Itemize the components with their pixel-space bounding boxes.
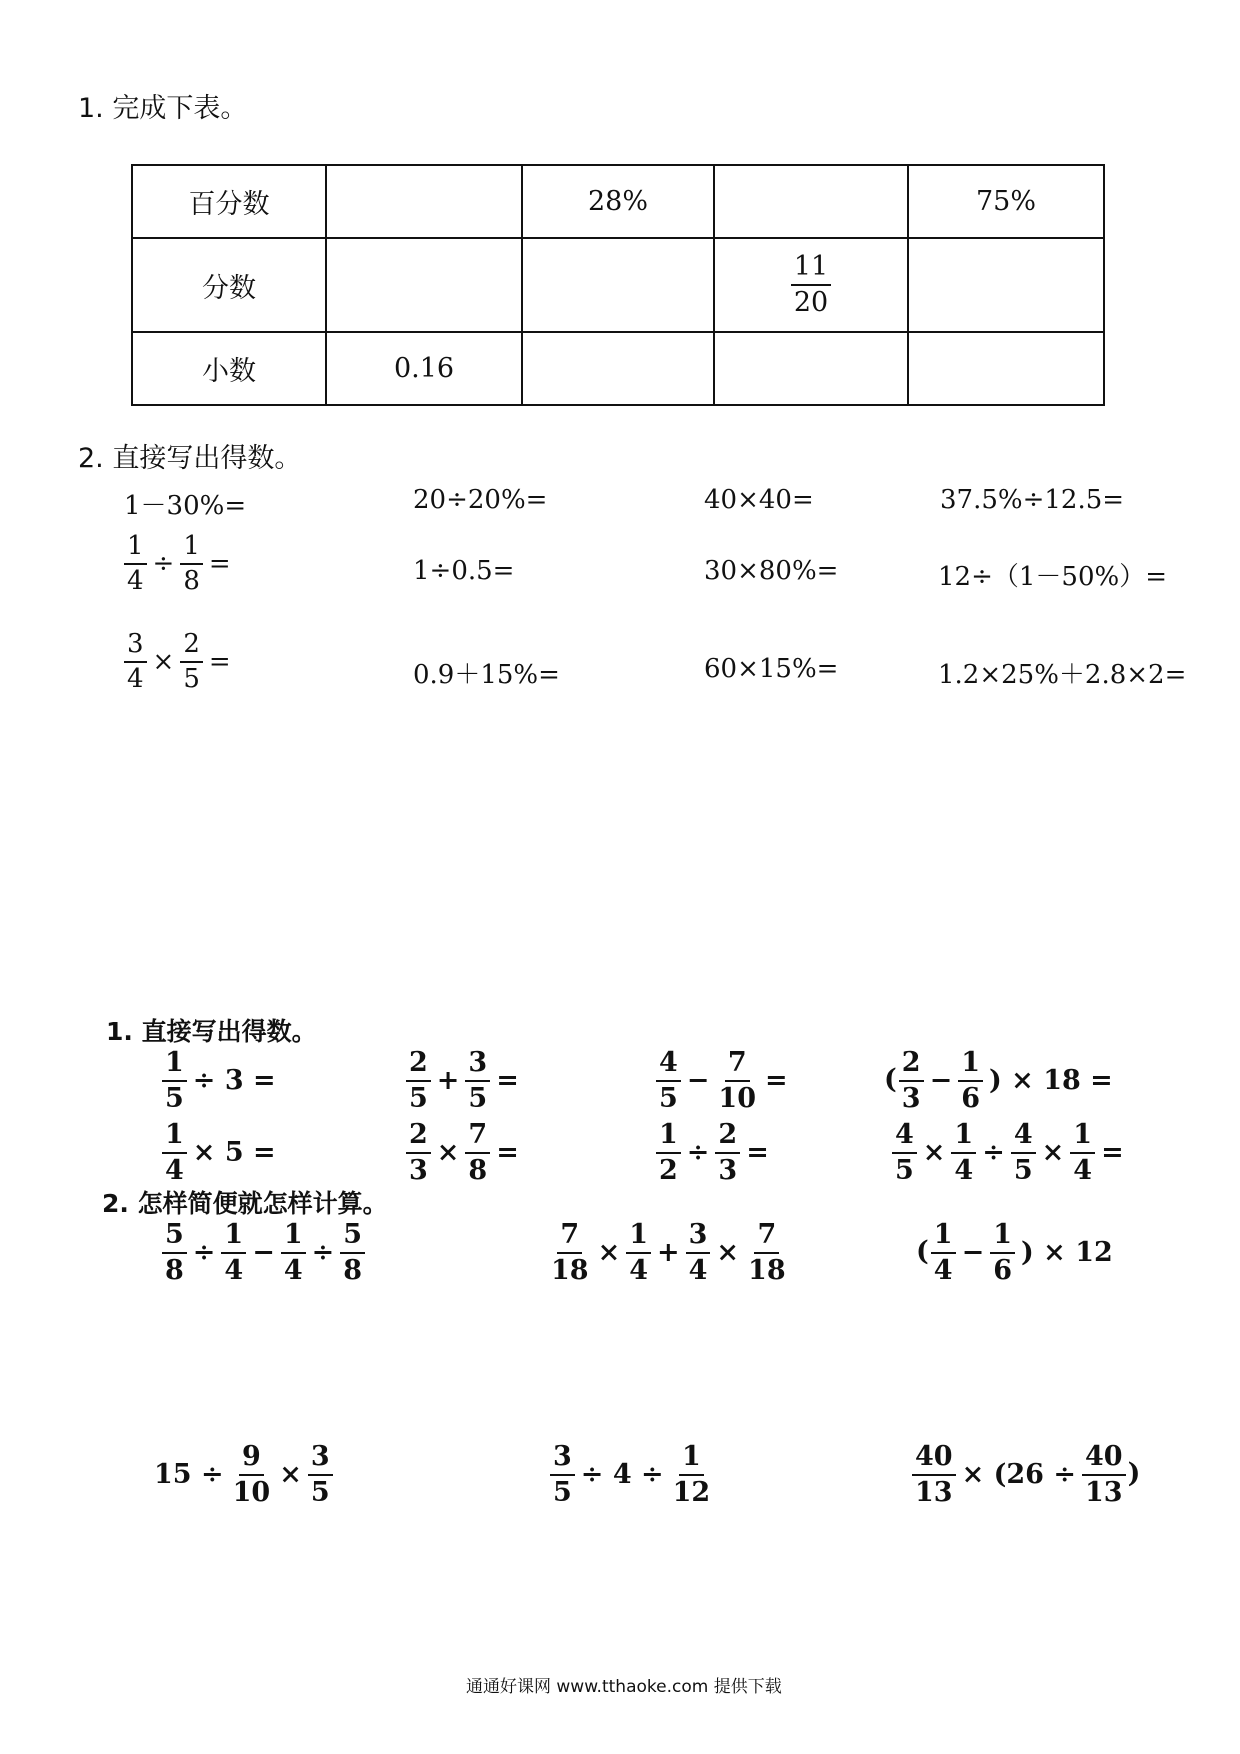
- denominator: 2: [659, 1154, 678, 1186]
- denominator: 18: [551, 1254, 589, 1286]
- numerator: 1: [679, 1442, 704, 1476]
- denominator: 4: [629, 1254, 648, 1286]
- numerator: 7: [754, 1220, 779, 1254]
- fraction: [162, 1120, 187, 1185]
- cell-decimal-1: 0.16: [393, 353, 455, 384]
- operator: ÷: [982, 1137, 1005, 1169]
- row-label-decimal: 小数: [202, 356, 256, 387]
- denominator: 13: [1084, 1476, 1123, 1508]
- denominator: 18: [748, 1254, 786, 1286]
- fraction: [221, 1220, 246, 1285]
- denominator: 3: [409, 1154, 428, 1186]
- operator: +: [657, 1237, 680, 1269]
- fraction: [715, 1048, 759, 1113]
- fraction: [931, 1220, 956, 1285]
- expr-tail: ) × 18 =: [989, 1065, 1113, 1097]
- expr-tail: × 5 =: [192, 1137, 276, 1169]
- operator: ×: [279, 1459, 302, 1491]
- denominator: 4: [1073, 1154, 1093, 1186]
- denominator: 3: [901, 1082, 921, 1114]
- operator: ×: [436, 1137, 460, 1169]
- numerator: 4: [656, 1048, 681, 1082]
- operator: −: [961, 1237, 985, 1269]
- expr-r1c4: 37.5%÷12.5=: [940, 485, 1125, 515]
- fraction-denominator: 20: [793, 287, 829, 318]
- numerator: 5: [162, 1220, 187, 1254]
- denominator: 5: [468, 1082, 488, 1114]
- denominator: 4: [165, 1154, 184, 1186]
- equals: =: [1101, 1137, 1124, 1169]
- numerator: 3: [308, 1442, 333, 1476]
- expr2-c1: [160, 1220, 367, 1285]
- equals: =: [746, 1137, 769, 1169]
- numerator: 4: [892, 1120, 917, 1154]
- expr-r2c4: 12÷（1－50%）=: [938, 562, 1167, 592]
- expr2-c3: [916, 1220, 1117, 1285]
- open-paren: (: [916, 1236, 929, 1268]
- expr-middle: ÷ 4 ÷: [580, 1459, 664, 1491]
- operator: ÷: [152, 548, 175, 579]
- row-label-percent: 百分数: [188, 189, 270, 220]
- fraction: [548, 1220, 592, 1285]
- fraction: [670, 1442, 714, 1507]
- numerator: 1: [180, 532, 203, 565]
- numerator: 7: [725, 1048, 750, 1082]
- numerator: 9: [239, 1442, 264, 1476]
- fraction-numerator: 11: [791, 252, 831, 286]
- equals: =: [496, 1137, 519, 1169]
- equals: =: [208, 548, 231, 579]
- fraction: [745, 1220, 789, 1285]
- fraction: [1082, 1442, 1126, 1507]
- expr-r3c1: [122, 630, 235, 693]
- numerator: 1: [162, 1048, 187, 1082]
- numerator: 1: [124, 532, 147, 565]
- expr-r2c3: 30×80%=: [704, 556, 839, 586]
- fraction: [465, 1120, 490, 1185]
- denominator: 10: [232, 1476, 271, 1508]
- close-paren: ): [1127, 1458, 1141, 1490]
- footer-credit: 通通好课网 www.tthaoke.com 提供下载: [466, 1677, 782, 1697]
- numerator: 1: [931, 1220, 956, 1254]
- fraction: [465, 1048, 490, 1113]
- expr2-b1: [160, 1120, 280, 1185]
- operator: ÷: [192, 1237, 216, 1269]
- fraction: [406, 1048, 431, 1113]
- fraction: [230, 1442, 274, 1507]
- denominator: 5: [553, 1476, 572, 1508]
- denominator: 4: [688, 1254, 708, 1286]
- denominator: 3: [718, 1154, 738, 1186]
- numerator: 1: [990, 1220, 1015, 1254]
- open-paren: (: [884, 1064, 897, 1096]
- denominator: 5: [409, 1082, 428, 1114]
- numerator: 2: [180, 630, 203, 663]
- fraction: [958, 1048, 983, 1113]
- fraction-11-20: [791, 252, 831, 317]
- numerator: 3: [550, 1442, 575, 1476]
- expr2-c2: [546, 1220, 791, 1285]
- numerator: 40: [1082, 1442, 1126, 1476]
- fraction: [124, 532, 147, 595]
- operator: −: [686, 1065, 710, 1097]
- fraction: [180, 630, 203, 693]
- expr2-b2: [404, 1120, 523, 1185]
- numerator: 40: [912, 1442, 956, 1476]
- fraction: [281, 1220, 306, 1285]
- expr-middle: × (26 ÷: [961, 1459, 1076, 1491]
- denominator: 5: [895, 1154, 914, 1186]
- expr-r1c2: 20÷20%=: [413, 485, 548, 515]
- numerator: 5: [340, 1220, 365, 1254]
- cell-fraction-3: [714, 238, 908, 332]
- fraction: [308, 1442, 333, 1507]
- numerator: 3: [686, 1220, 711, 1254]
- fraction: [892, 1120, 917, 1185]
- operator: ÷: [311, 1237, 335, 1269]
- expr-r2c2: 1÷0.5=: [413, 556, 515, 586]
- expr-tail: ÷ 3 =: [192, 1065, 276, 1097]
- fraction: [180, 532, 203, 595]
- operator: ×: [922, 1137, 946, 1169]
- numerator: 2: [406, 1120, 431, 1154]
- fraction: [656, 1048, 681, 1113]
- operator: −: [929, 1065, 953, 1097]
- equals: =: [765, 1065, 788, 1097]
- denominator: 5: [310, 1476, 330, 1508]
- fraction: [656, 1120, 681, 1185]
- numerator: 1: [626, 1220, 651, 1254]
- numerator: 1: [951, 1120, 976, 1154]
- operator: −: [252, 1237, 275, 1269]
- denominator: 8: [468, 1154, 488, 1186]
- numerator: 1: [958, 1048, 983, 1082]
- cell-percent-1: [326, 165, 522, 238]
- denominator: 4: [954, 1154, 974, 1186]
- equals: =: [496, 1065, 519, 1097]
- expr2-d1: [150, 1442, 335, 1507]
- expr-r3c2: 0.9＋15%=: [413, 660, 560, 690]
- fraction: [686, 1220, 711, 1285]
- row-label-fraction: 分数: [202, 272, 256, 304]
- denominator: 12: [672, 1476, 711, 1508]
- part1-q2-title: 2. 直接写出得数。: [78, 443, 302, 474]
- expr-head: 15 ÷: [154, 1459, 224, 1491]
- expr-r1c1: 1－30%=: [124, 491, 247, 521]
- fraction: [912, 1442, 956, 1507]
- denominator: 5: [183, 663, 200, 694]
- fraction: [626, 1220, 651, 1285]
- denominator: 4: [283, 1254, 303, 1286]
- expr2-d3: [910, 1442, 1140, 1507]
- operator: +: [436, 1065, 460, 1097]
- fraction: [990, 1220, 1015, 1285]
- expr-r1c3: 40×40=: [704, 485, 814, 515]
- fraction: [899, 1048, 924, 1113]
- numerator: 1: [162, 1120, 187, 1154]
- cell-percent-2: 28%: [587, 186, 648, 217]
- denominator: 4: [224, 1254, 244, 1286]
- denominator: 8: [183, 565, 200, 596]
- numerator: 1: [221, 1220, 246, 1254]
- operator: ×: [597, 1237, 621, 1269]
- fraction: [550, 1442, 575, 1507]
- denominator: 5: [165, 1082, 184, 1114]
- denominator: 13: [915, 1476, 953, 1508]
- numerator: 1: [1070, 1120, 1095, 1154]
- fraction: [406, 1120, 431, 1185]
- numerator: 2: [899, 1048, 924, 1082]
- denominator: 5: [1013, 1154, 1033, 1186]
- operator: ×: [716, 1237, 740, 1269]
- fraction: [124, 630, 147, 693]
- numerator: 3: [465, 1048, 490, 1082]
- numerator: 1: [656, 1120, 681, 1154]
- part2-q2-title: 2. 怎样简便就怎样计算。: [102, 1189, 388, 1218]
- denominator: 6: [993, 1254, 1012, 1286]
- fraction: [162, 1220, 187, 1285]
- numerator: 1: [281, 1220, 306, 1254]
- denominator: 6: [961, 1082, 980, 1114]
- expr2-b4: [890, 1120, 1128, 1185]
- part2-q1-title: 1. 直接写出得数。: [106, 1017, 317, 1046]
- denominator: 4: [127, 565, 144, 596]
- numerator: 3: [124, 630, 147, 663]
- denominator: 8: [343, 1254, 363, 1286]
- fraction: [1011, 1120, 1036, 1185]
- denominator: 8: [165, 1254, 184, 1286]
- expr2-a1: [160, 1048, 280, 1113]
- part1-q1-title: 1. 完成下表。: [78, 93, 248, 124]
- expr2-b3: [654, 1120, 773, 1185]
- expr-r2c1: [122, 532, 235, 595]
- numerator: 4: [1011, 1120, 1036, 1154]
- expr2-a2: [404, 1048, 523, 1113]
- expr2-a3: [654, 1048, 792, 1113]
- fraction: [715, 1120, 740, 1185]
- cell-percent-4: 75%: [975, 186, 1036, 217]
- expr-r3c3: 60×15%=: [704, 654, 839, 684]
- numerator: 7: [465, 1120, 490, 1154]
- numerator: 2: [406, 1048, 431, 1082]
- numerator: 2: [715, 1120, 740, 1154]
- expr2-d2: [548, 1442, 715, 1507]
- expr2-a4: [884, 1048, 1117, 1113]
- fraction: [340, 1220, 365, 1285]
- fraction: [162, 1048, 187, 1113]
- operator: ×: [1041, 1137, 1065, 1169]
- equals: =: [208, 646, 231, 677]
- expr-tail: ) × 12: [1021, 1237, 1113, 1269]
- numerator: 7: [557, 1220, 582, 1254]
- denominator: 4: [127, 663, 144, 694]
- expr-r3c4: 1.2×25%＋2.8×2=: [938, 660, 1187, 690]
- operator: ×: [152, 646, 175, 677]
- denominator: 10: [718, 1082, 756, 1114]
- operator: ÷: [686, 1137, 710, 1169]
- denominator: 5: [659, 1082, 678, 1114]
- denominator: 4: [933, 1254, 953, 1286]
- fraction: [951, 1120, 976, 1185]
- cell-percent-3: [714, 165, 908, 238]
- fraction: [1070, 1120, 1095, 1185]
